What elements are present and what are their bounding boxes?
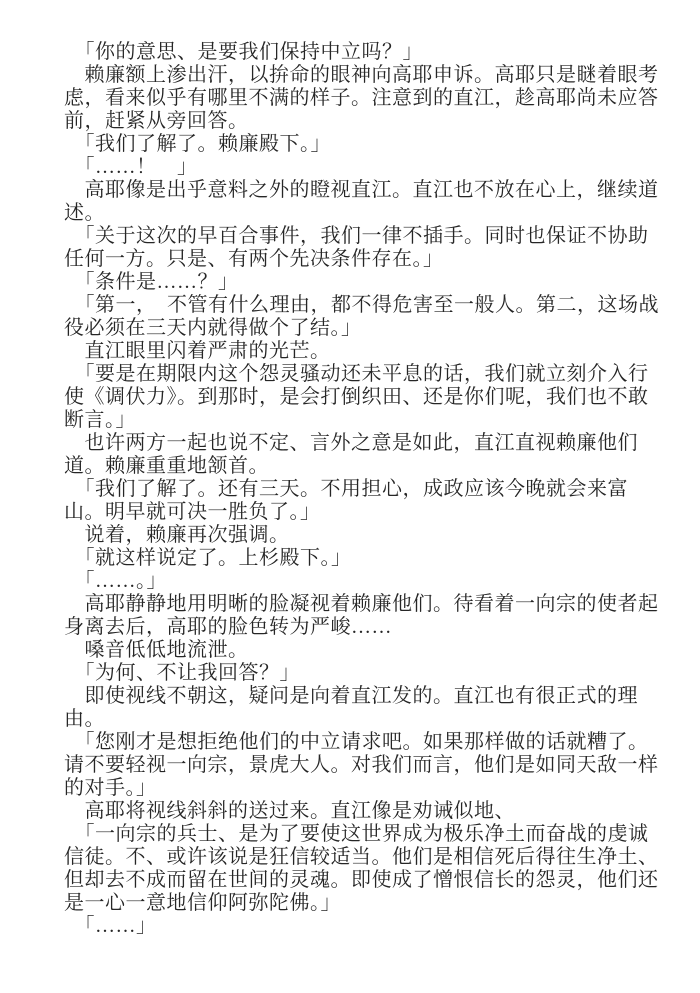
paragraph: [64, 340, 650, 363]
paragraph: [64, 271, 650, 294]
text-line: 「一向宗的兵士、是为了要使这世界成为极乐净土而奋战的虔诚: [64, 823, 649, 845]
text-line: 「为何、不让我回答？」: [64, 662, 300, 684]
text-line: 是一心一意地信仰阿弥陀佛。」: [64, 892, 341, 914]
paragraph: [64, 225, 650, 271]
text-line: 信徒。不、或许该说是狂信较适当。他们是相信死后得往生净土、: [64, 846, 659, 868]
text-line: 高耶将视线斜斜的送过来。直江像是劝诫似地、: [64, 800, 515, 822]
paragraph: [64, 915, 650, 938]
text-line: 也许两方一起也说不定、言外之意是如此，直江直视赖廉他们: [64, 432, 638, 454]
text-line: 「你的意思、是要我们保持中立吗？」: [64, 41, 423, 63]
paragraph: [64, 547, 650, 570]
text-line: 由。: [64, 708, 105, 730]
paragraph: [64, 179, 659, 225]
paragraph: [64, 432, 650, 478]
text-line: 「您刚才是想拒绝他们的中立请求吧。如果那样做的话就糟了。: [64, 731, 649, 753]
text-line: 「要是在期限内这个怨灵骚动还未平息的话，我们就立刻介入行: [64, 363, 649, 385]
text-line: 但却去不成而留在世间的灵魂。即使成了憎恨信长的怨灵，他们还: [64, 869, 659, 891]
text-line: 述。: [64, 202, 105, 224]
paragraph: [64, 662, 650, 685]
text-line: 的对手。」: [64, 777, 157, 799]
text-line: 高耶静静地用明晰的脸凝视着赖廉他们。待看着一向宗的使者起: [64, 593, 659, 615]
text-line: 役必须在三天内就得做个了结。」: [64, 317, 362, 339]
text-line: 使《调伏力》。到那时，是会打倒织田、还是你们呢，我们也不敢: [64, 386, 649, 408]
paragraph: [64, 593, 659, 639]
text-line: 「……！ 」: [64, 156, 198, 178]
text-line: 即使视线不朝这，疑问是向着直江发的。直江也有很正式的理: [64, 685, 638, 707]
paragraph: [64, 685, 650, 731]
text-line: 「第一， 不管有什么理由，都不得危害至一般人。第二，这场战: [64, 294, 659, 316]
paragraph: [64, 133, 650, 156]
text-line: 断言。」: [64, 409, 136, 431]
text-line: 说着，赖廉再次强调。: [64, 524, 290, 546]
paragraph: [64, 823, 659, 915]
paragraph: [64, 639, 650, 662]
text-line: 任何一方。只是、有两个先决条件存在。」: [64, 248, 444, 270]
paragraph: [64, 156, 650, 179]
paragraph: [64, 64, 659, 133]
paragraph: [64, 294, 659, 340]
paragraph: [64, 570, 650, 593]
paragraph: [64, 524, 650, 547]
paragraph: [64, 41, 650, 64]
text-line: 「就这样说定了。上杉殿下。」: [64, 547, 352, 569]
text-line: 身离去后，高耶的脸色转为严峻……: [64, 616, 392, 638]
text-line: 直江眼里闪着严肃的光芒。: [64, 340, 331, 362]
text-line: 赖廉额上渗出汗，以拚命的眼神向高耶申诉。高耶只是瞇着眼考: [64, 64, 659, 86]
paragraph: [64, 800, 650, 823]
text-line: 虑，看来似乎有哪里不满的样子。注意到的直江，趁高耶尚未应答: [64, 87, 659, 109]
text-line: 「关于这次的早百合事件，我们一律不插手。同时也保证不协助: [64, 225, 649, 247]
text-line: 「我们了解了。赖廉殿下。」: [64, 133, 331, 155]
paragraph: [64, 731, 659, 800]
text-line: 前，赶紧从旁回答。: [64, 110, 249, 132]
text-line: 道。赖廉重重地颔首。: [64, 455, 269, 477]
text-line: 请不要轻视一向宗，景虎大人。对我们而言，他们是如同天敌一样: [64, 754, 659, 776]
paragraph: [64, 363, 650, 432]
text-line: 山。明早就可决一胜负了。」: [64, 501, 321, 523]
text-line: 嗓音低低地流泄。: [64, 639, 249, 661]
text-line: 「……」: [64, 915, 157, 937]
text-line: 高耶像是出乎意料之外的瞪视直江。直江也不放在心上，继续道: [64, 179, 659, 201]
text-line: 「我们了解了。还有三天。不用担心，成政应该今晚就会来富: [64, 478, 628, 500]
text-line: 「……。」: [64, 570, 167, 592]
paragraph: [64, 478, 650, 524]
text-line: 「条件是……？」: [64, 271, 239, 293]
